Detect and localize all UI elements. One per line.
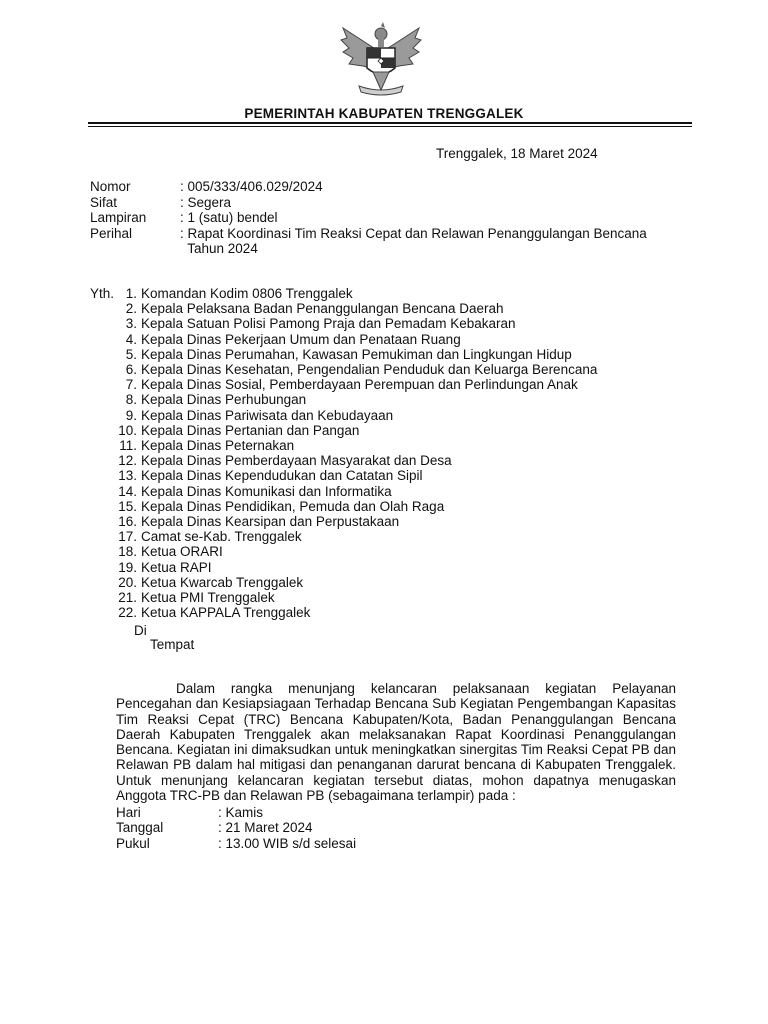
addressee-number: 8. [125,392,137,408]
addressee-lead [90,453,117,468]
header-rule-thin [88,126,692,127]
addressee-text: Kepala Dinas Kearsipan dan Perpustakaan [141,514,400,530]
addressee-item [90,316,597,331]
addressee-lead [90,529,117,544]
detail-row [116,836,356,851]
addressee-number: 6. [125,362,137,378]
addressee-lead: Yth. [90,286,115,301]
addressee-number: 13. [118,468,137,484]
garuda-emblem-icon [337,20,425,98]
addressee-number: 16. [118,514,137,530]
meta-label: Nomor [90,179,131,194]
addressee-item [90,362,597,377]
meta-row [90,226,660,242]
addressee-item [90,499,597,514]
addressee-text: Kepala Satuan Polisi Pamong Praja dan Pemadam Kebakaran [141,316,516,332]
addressee-text: Komandan Kodim 0806 Trenggalek [141,286,353,301]
detail-value: : Kamis [218,805,264,820]
addressee-item [90,575,597,590]
addressee-item [90,286,597,301]
addressee-text: Ketua RAPI [141,559,212,575]
addressee-number: 12. [118,453,137,469]
meta-label: Lampiran [90,210,147,225]
addressee-item [90,392,597,407]
addressee-lead [90,316,117,331]
addressee-item [90,529,597,544]
addressee-number: 4. [125,331,137,347]
addressee-item [90,423,597,438]
addressee-text: Kepala Dinas Pendidikan, Pemuda dan Olah Raga [141,498,445,514]
addressee-lead [90,468,117,483]
addressee-number: 22. [118,605,137,621]
addressee-lead [90,347,117,362]
addressee-lead [90,514,117,529]
addressee-item [90,453,597,468]
meta-value: : Segera [180,194,232,210]
addressee-item [90,377,597,392]
addressee-item [90,605,597,620]
addressee-lead [90,362,117,377]
addressee-number: 15. [118,498,137,514]
addressee-lead [90,484,117,499]
addressee-lead [90,544,117,559]
addressee-lead [90,392,117,407]
detail-label: Pukul [116,835,150,851]
meta-value: : 1 (satu) bendel [180,210,278,225]
detail-value: : 13.00 WIB s/d selesai [218,835,357,851]
detail-label: Hari [116,805,141,820]
detail-label: Tanggal [116,820,164,836]
meta-row [90,195,660,211]
addressee-text: Ketua Kwarcab Trenggalek [141,574,304,590]
addressee-item [90,332,597,347]
addressee-item [90,438,597,453]
addressee-lead [90,301,117,316]
addressee-text: Ketua PMI Trenggalek [141,590,275,606]
addressee-item [90,560,597,575]
addressee-item [90,408,597,423]
addressee-number: 19. [118,559,137,575]
detail-value: : 21 Maret 2024 [218,820,313,836]
addressee-lead [90,560,117,575]
addressee-text: Kepala Dinas Pekerjaan Umum dan Penataan Ruang [141,331,461,347]
addressee-number: 10. [118,422,137,438]
addressee-lead [90,499,117,514]
addressee-text: Kepala Dinas Komunikasi dan Informatika [141,483,392,499]
meta-value: : 005/333/406.029/2024 [180,179,323,194]
addressee-number: 9. [125,407,137,423]
tempat-label: Tempat [150,637,195,652]
addressee-text: Kepala Pelaksana Badan Penanggulangan Bencana Daerah [141,301,504,317]
addressee-text: Kepala Dinas Pariwisata dan Kebudayaan [141,407,394,423]
addressee-item [90,514,597,529]
header-rule-thick [88,122,692,124]
meta-label: Perihal [90,225,133,241]
addressee-item [90,301,597,316]
addressee-item [90,590,597,605]
addressee-text: Kepala Dinas Pemberdayaan Masyarakat dan Desa [141,453,452,469]
addressee-lead [90,590,117,605]
place-date: Trenggalek, 18 Maret 2024 [436,146,598,161]
detail-row [116,820,356,835]
addressee-item [90,347,597,362]
addressee-number: 7. [125,377,137,393]
event-details [116,805,356,851]
addressee-item [90,484,597,499]
addressee-text: Kepala Dinas Perumahan, Kawasan Pemukiman dan Lingkungan Hidup [141,346,572,362]
addressee-number: 2. [125,301,137,317]
addressee-text: Ketua ORARI [141,544,223,560]
addressee-text: Kepala Dinas Kesehatan, Pengendalian Penduduk dan Keluarga Berencana [141,362,598,378]
meta-row [90,241,660,257]
addressee-lead [90,575,117,590]
addressee-number: 5. [125,346,137,362]
meta-value: Tahun 2024 [180,241,258,256]
addressee-number: 18. [118,544,137,560]
meta-row [90,210,660,226]
addressee-number: 1. [125,286,137,301]
addressee-text: Kepala Dinas Peternakan [141,438,295,454]
addressee-text: Kepala Dinas Perhubungan [141,392,307,408]
addressee-text: Ketua KAPPALA Trenggalek [141,605,311,621]
meta-row [90,179,660,195]
addressee-number: 20. [118,574,137,590]
addressee-text: Kepala Dinas Pertanian dan Pangan [141,422,360,438]
addressee-lead [90,332,117,347]
meta-label: Sifat [90,194,118,210]
addressee-list [90,286,597,620]
addressee-number: 3. [125,316,137,332]
letter-meta [90,179,660,257]
addressee-lead [90,423,117,438]
addressee-number: 17. [118,529,137,545]
addressee-lead [90,408,117,423]
meta-label [90,241,180,257]
letter-body: Dalam rangka menunjang kelancaran pelaksanaan kegiatan Pelayanan Pencegahan dan Kesiapsiagaan Terhadap Bencana Sub Kegiatan Pengembangan Kapasitas Tim Reaksi Cepat (TRC) Bencana Kabupaten/Kota, Badan Penanggulangan Bencana Daerah Kabupaten Trenggalek akan melaksanakan Rapat Koordinasi Penanggulangan Bencana. Kegiatan ini dimaksudkan untuk meningkatkan sinergitas Tim Reaksi Cepat PB dan Relawan PB dalam hal mitigasi dan penanganan darurat bencana di Kabupaten Trenggalek. Untuk menunjang kelancaran kegiatan tersebut diatas, mohon dapatnya menugaskan Anggota TRC-PB dan Relawan PB (sebagaimana terlampir) pada : [116,681,676,804]
addressee-item [90,468,597,483]
addressee-lead [90,377,117,392]
addressee-text: Camat se-Kab. Trenggalek [141,529,302,545]
di-label: Di [134,623,147,638]
addressee-number: 14. [118,483,137,499]
government-title: PEMERINTAH KABUPATEN TRENGGALEK [244,106,524,121]
addressee-number: 21. [118,590,137,606]
detail-row [116,805,356,820]
addressee-lead [90,605,117,620]
addressee-lead [90,438,117,453]
addressee-text: Kepala Dinas Sosial, Pemberdayaan Perempuan dan Perlindungan Anak [141,377,578,393]
addressee-number: 11. [119,438,137,454]
meta-value: : Rapat Koordinasi Tim Reaksi Cepat dan Relawan Penanggulangan Bencana [180,225,647,241]
addressee-text: Kepala Dinas Kependudukan dan Catatan Sipil [141,468,423,484]
addressee-item [90,544,597,559]
